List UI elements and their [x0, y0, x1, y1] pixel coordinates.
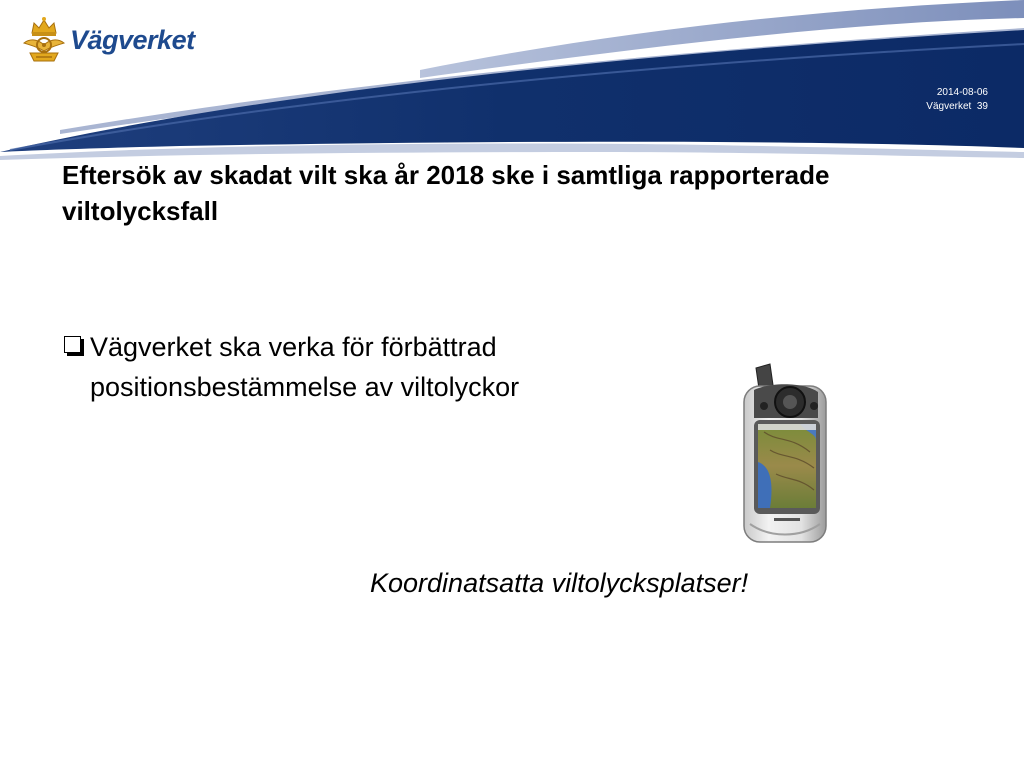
slide-meta [926, 86, 988, 114]
crown-emblem-icon [22, 15, 66, 65]
slide-title: Eftersök av skadat vilt ska år 2018 ske i samtliga rapporterade viltolycksfall [62, 160, 830, 226]
vagverket-logo [22, 14, 195, 66]
slide-date: 2014-08-06 [936, 87, 988, 98]
caption-text: Koordinatsatta viltolycksplatser! [370, 568, 749, 598]
logo-wordmark: Vägverket [70, 24, 195, 55]
slide-footer-label: Vägverket 39 [926, 101, 988, 112]
bullet-list [62, 327, 702, 407]
bullet-item [62, 327, 702, 407]
gps-device-image [730, 362, 840, 546]
bullet-text: Vägverket ska verka för förbättrad positionsbestämmelse av viltolyckor [90, 332, 520, 402]
checkbox-bullet-icon [64, 336, 81, 353]
